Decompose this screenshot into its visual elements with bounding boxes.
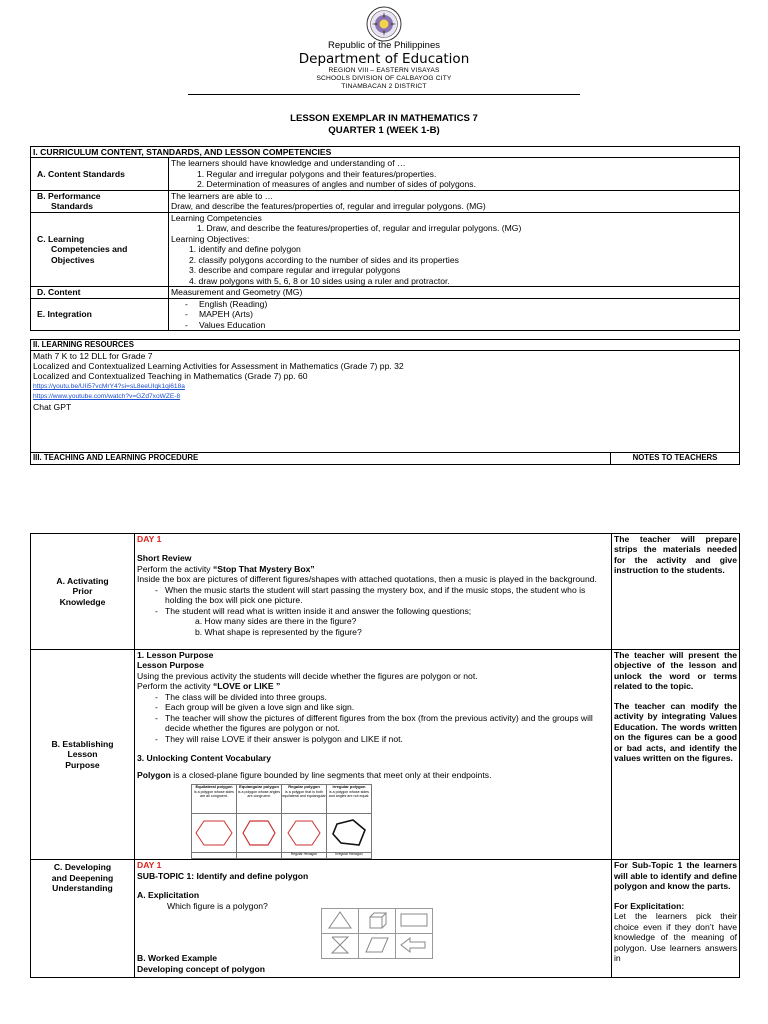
notes-heading: NOTES TO TEACHERS bbox=[632, 452, 718, 462]
content-standards-cell bbox=[169, 158, 740, 190]
lesson-purpose-text: Using the previous activity the students will decide whether the figures are polygon or not. bbox=[137, 670, 478, 681]
vocabulary-heading: 3. Unlocking Content Vocabulary bbox=[137, 753, 272, 764]
content-standard-item: 1. Regular and irregular polygons and their features/properties. bbox=[197, 168, 437, 179]
activity-step: - The teacher will show the pictures of different figures from the box (from the previous activity) and the groups will decide whether the figures are polygon or not. bbox=[151, 713, 609, 734]
polygon-caption: Irregular Hexagon bbox=[327, 853, 372, 859]
competencies-label: C. Learning Competencies and Objectives bbox=[31, 212, 169, 286]
section-3-heading: III. TEACHING AND LEARNING PROCEDURE bbox=[31, 453, 611, 464]
equilateral-hexagon-icon bbox=[194, 818, 234, 848]
resources-table bbox=[30, 339, 740, 465]
activity-question: a. How many sides are there in the figure? bbox=[195, 616, 357, 627]
regular-hexagon-icon bbox=[284, 818, 324, 848]
activity-step: - Each group will be given a love sign and like sign. bbox=[151, 702, 609, 712]
activating-cell bbox=[135, 534, 612, 650]
establishing-label: B. Establishing Lesson Purpose bbox=[31, 650, 135, 860]
figure-choice[interactable] bbox=[322, 934, 359, 959]
polygon-caption: Regular Hexagon bbox=[282, 853, 327, 859]
worked-example-heading: B. Worked Example bbox=[137, 953, 218, 964]
activity-step: - When the music starts the student will start passing the mystery box, and if the music stops, the student who is holding the box will pick one picture. bbox=[151, 585, 609, 606]
figure-choice[interactable] bbox=[396, 909, 433, 934]
figure-choice[interactable] bbox=[322, 909, 359, 934]
triangle-icon bbox=[327, 910, 353, 930]
content-standard-item: 2. Determination of measures of angles and number of sides of polygons. bbox=[197, 179, 476, 190]
activity-step: - The class will be divided into three groups. bbox=[151, 692, 609, 702]
hourglass-icon bbox=[327, 935, 353, 955]
header-republic: Republic of the Philippines bbox=[328, 40, 440, 51]
notes-establishing: The teacher will present the objective of the lesson and unlock the word or terms related to the topic. The teacher can modify the activity by integrating Values Education. The words written on the figures can be a good or bad acts, and identify the values written on the figures. bbox=[612, 650, 740, 860]
lc-heading: Learning Competencies bbox=[171, 212, 262, 223]
resource-item: Localized and Contextualized Learning Activities for Assessment in Mathematics (Grade 7) pp. 32 bbox=[33, 360, 404, 371]
figure-choices-grid bbox=[321, 908, 433, 959]
header-region: REGION VIII – EASTERN VISAYAS bbox=[328, 67, 440, 74]
header-division: SCHOOLS DIVISION OF CALBAYOG CITY bbox=[316, 75, 452, 82]
figure-choice[interactable] bbox=[359, 934, 396, 959]
lesson-purpose-item: 1. Lesson Purpose bbox=[137, 650, 214, 660]
polygon-type-cell: Equiangular polygon is a polygon whose angles are congruent. bbox=[237, 785, 282, 814]
polygon-types-table bbox=[191, 784, 372, 859]
notes-activating: The teacher will prepare strips the materials needed for the activity and give instruction to the students. bbox=[612, 534, 740, 650]
activity-step: - They will raise LOVE if their answer is polygon and LIKE if not. bbox=[151, 734, 609, 744]
resource-item: Math 7 K to 12 DLL for Grade 7 bbox=[33, 350, 153, 361]
developing-label: C. Developing and Deepening Understanding bbox=[31, 860, 135, 978]
equiangular-hexagon-icon bbox=[239, 818, 279, 848]
lo-heading: Learning Objectives: bbox=[171, 233, 250, 244]
rectangle-icon bbox=[399, 910, 429, 930]
performance-standards-cell bbox=[169, 190, 740, 212]
content-standards-intro: The learners should have knowledge and understanding of … bbox=[171, 158, 406, 169]
procedure-table bbox=[30, 533, 740, 978]
polygon-definition: Polygon is a closed-plane figure bounded by line segments that meet only at their endpoints. bbox=[137, 769, 492, 780]
curriculum-table bbox=[30, 146, 740, 331]
objective-item: 1. identify and define polygon bbox=[189, 244, 301, 255]
activity-step: - The student will read what is written inside it and answer the following questions; bbox=[151, 606, 609, 616]
activity-description: Inside the box are pictures of different figures/shapes with attached quotations, then a music is played in the background. bbox=[137, 574, 597, 585]
figure-choice[interactable] bbox=[396, 934, 433, 959]
day-label: DAY 1 bbox=[137, 534, 162, 544]
integration-item: - MAPEH (Arts) bbox=[171, 309, 737, 319]
lc-item: 1. Draw, and describe the features/properties of, regular and irregular polygons. (MG) bbox=[197, 223, 522, 234]
competencies-cell bbox=[169, 212, 740, 286]
resource-link[interactable]: https://www.youtube.com/watch?v=GZd7xoWZE-8 bbox=[33, 392, 181, 400]
objective-item: 3. describe and compare regular and irregular polygons bbox=[189, 265, 401, 276]
cube-icon bbox=[364, 910, 390, 930]
header-divider bbox=[188, 94, 580, 95]
lesson-title: LESSON EXEMPLAR IN MATHEMATICS 7 bbox=[290, 113, 478, 124]
content-text: Measurement and Geometry (MG) bbox=[169, 287, 740, 298]
figure-choice[interactable] bbox=[359, 909, 396, 934]
polygon-type-cell: Regular polygon is a polygon that is both equilateral and equiangular bbox=[282, 785, 327, 814]
performance-intro: The learners are able to … bbox=[171, 190, 274, 201]
activity-intro: Perform the activity “LOVE or LIKE ” bbox=[137, 681, 281, 692]
resource-item: Chat GPT bbox=[33, 401, 72, 412]
header-district: TINAMBACAN 2 DISTRICT bbox=[341, 83, 427, 90]
lesson-quarter: QUARTER 1 (WEEK 1-B) bbox=[328, 125, 440, 136]
irregular-hexagon-icon bbox=[329, 818, 369, 848]
content-label: D. Content bbox=[31, 287, 169, 298]
integration-cell bbox=[169, 298, 740, 330]
performance-text: Draw, and describe the features/properties of, regular and irregular polygons. (MG) bbox=[171, 201, 486, 212]
short-review-heading: Short Review bbox=[137, 553, 192, 564]
objective-item: 4. draw polygons with 5, 6, 8 or 10 sides using a ruler and protractor. bbox=[189, 275, 450, 286]
developing-concept-heading: Developing concept of polygon bbox=[137, 963, 265, 974]
day-label: DAY 1 bbox=[137, 860, 162, 871]
integration-item: - English (Reading) bbox=[171, 299, 737, 309]
arrow-shape-icon bbox=[399, 935, 429, 955]
developing-cell bbox=[135, 860, 612, 978]
polygon-type-cell: Equilateral polygon is a polygon whose sides are all congruent. bbox=[192, 785, 237, 814]
establishing-cell bbox=[135, 650, 612, 860]
performance-standards-label: B. Performance Standards bbox=[31, 190, 169, 212]
section-2-heading: II. LEARNING RESOURCES bbox=[31, 340, 740, 351]
activity-question: b. What shape is represented by the figure? bbox=[195, 626, 362, 637]
resource-item: Localized and Contextualized Teaching in Mathematics (Grade 7) pp. 60 bbox=[33, 371, 308, 382]
activity-intro: Perform the activity “Stop That Mystery Box” bbox=[137, 563, 315, 574]
objective-item: 2. classify polygons according to the number of sides and its properties bbox=[189, 254, 459, 265]
integration-label: E. Integration bbox=[31, 298, 169, 330]
resource-link[interactable]: https://youtu.be/UIi57vcMrY4?si=sL8eeUIqk1qi618a bbox=[33, 382, 185, 390]
deped-seal-icon bbox=[366, 6, 402, 42]
notes-developing: For Sub-Topic 1 the learners will able to identify and define polygon and know the parts. For Explicitation: Let the learners pick their choice even if they don’t have knowledge of the meaning of polygon. Use learners answers in bbox=[612, 860, 740, 978]
explicitation-heading: A. Explicitation bbox=[137, 890, 200, 901]
polygon-type-cell: Irregular polygon is a polygon whose sides and angles are not equal. bbox=[327, 785, 372, 814]
activating-label: A. Activating Prior Knowledge bbox=[31, 534, 135, 650]
header-department: Department of Education bbox=[298, 51, 470, 67]
content-standards-label: A. Content Standards bbox=[31, 158, 169, 190]
resources-cell bbox=[31, 350, 740, 452]
explicitation-question: Which figure is a polygon? bbox=[167, 900, 268, 911]
lesson-purpose-heading: Lesson Purpose bbox=[137, 660, 204, 671]
parallelogram-icon bbox=[364, 935, 390, 955]
section-1-heading: I. CURRICULUM CONTENT, STANDARDS, AND LESSON COMPETENCIES bbox=[31, 147, 740, 158]
subtopic-heading: SUB-TOPIC 1: Identify and define polygon bbox=[137, 870, 309, 881]
integration-item: - Values Education bbox=[171, 320, 737, 330]
